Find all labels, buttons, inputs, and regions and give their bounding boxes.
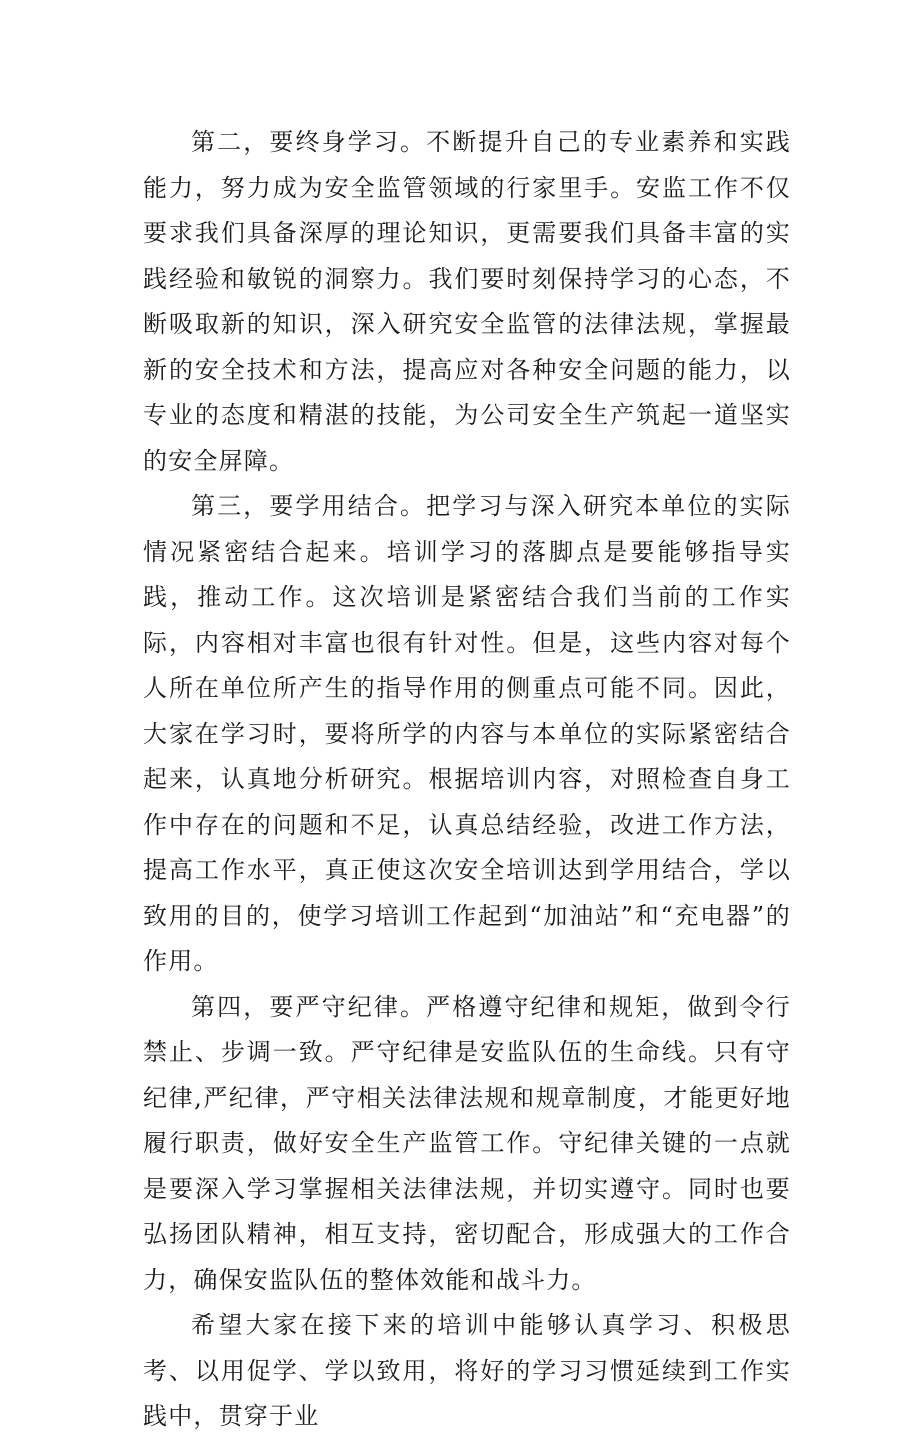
paragraph-closing-hope: 希望大家在接下来的培训中能够认真学习、积极思考、以用促学、学以致用，将好的学习习惯延续到工作实践中，贯穿于业 <box>143 1311 791 1430</box>
paragraph-discipline: 第四，要严守纪律。严格遵守纪律和规矩，做到令行禁止、步调一致。严守纪律是安监队伍的生命线。只有守纪律,严纪律，严守相关法律法规和规章制度，才能更好地履行职责，做好安全生产监管工作。守纪律关键的一点就是要深入学习掌握相关法律法规，并切实遵守。同时也要弘扬团队精神，相互支持，密切配合，形成强大的工作合力，确保安监队伍的整体效能和战斗力。 <box>143 992 791 1294</box>
paragraph-learning-and-application: 第三，要学用结合。把学习与深入研究本单位的实际情况紧密结合起来。培训学习的落脚点是要能够指导实践，推动工作。这次培训是紧密结合我们当前的工作实际，内容相对丰富也很有针对性。但是，这些内容对每个人所在单位所产生的指导作用的侧重点可能不同。因此，大家在学习时，要将所学的内容与本单位的实际紧密结合起来，认真地分析研究。根据培训内容，对照检查自身工作中存在的问题和不足，认真总结经验，改进工作方法，提高工作水平，真正使这次安全培训达到学用结合，学以致用的目的，使学习培训工作起到“加油站”和“充电器”的作用。 <box>143 492 791 975</box>
paragraph-lifelong-learning: 第二，要终身学习。不断提升自己的专业素养和实践能力，努力成为安全监管领域的行家里手。安监工作不仅要求我们具备深厚的理论知识，更需要我们具备丰富的实践经验和敏锐的洞察力。我们要时刻保持学习的心态，不断吸取新的知识，深入研究安全监管的法律法规，掌握最新的安全技术和方法，提高应对各种安全问题的能力，以专业的态度和精湛的技能，为公司安全生产筑起一道坚实的安全屏障。 <box>143 128 791 475</box>
document-body <box>143 120 791 1440</box>
